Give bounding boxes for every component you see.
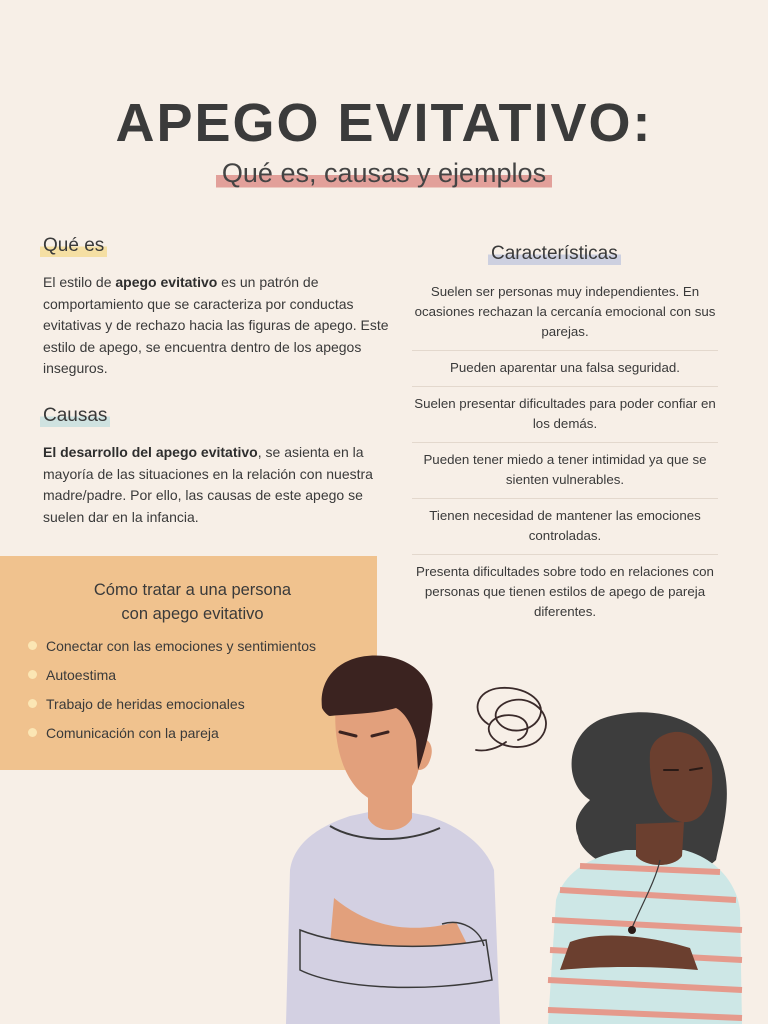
tangled-thought-icon xyxy=(476,688,546,751)
caracteristica-item: Pueden tener miedo a tener intimidad ya que se sienten vulnerables. xyxy=(412,443,718,499)
como-tratar-item-label: Conectar con las emociones y sentimientos xyxy=(46,638,317,654)
que-es-section-heading xyxy=(40,234,107,258)
que-es-text-end: es un patrón de comportamiento que se caracteriza por conductas evitativas y de rechazo hacia las figuras de apego. Este estilo de apego, se encuentra dentro de los apegos inseguros. xyxy=(43,274,389,376)
como-tratar-title xyxy=(0,578,385,626)
woman-figure xyxy=(548,712,742,1024)
caracteristicas-list xyxy=(412,282,718,630)
como-tratar-item-label: Trabajo de heridas emocionales xyxy=(46,696,245,712)
causas-paragraph xyxy=(43,442,373,528)
que-es-text-bold: apego evitativo xyxy=(115,274,218,290)
bullet-dot-icon xyxy=(28,728,37,737)
caracteristica-item: Suelen ser personas muy independientes. En ocasiones rechazan la cercanía emocional con sus parejas. xyxy=(412,282,718,351)
caracteristica-item: Pueden aparentar una falsa seguridad. xyxy=(412,351,718,387)
que-es-text-start: El estilo de xyxy=(43,274,116,290)
como-tratar-title-line1: Cómo tratar a una persona xyxy=(93,581,292,599)
caracteristicas-heading: Características xyxy=(488,242,621,266)
page-subtitle: Qué es, causas y ejemplos xyxy=(216,156,552,190)
bullet-dot-icon xyxy=(28,641,37,650)
caracteristica-item: Presenta dificultades sobre todo en relaciones con personas que tienen estilos de apego de pareja diferentes. xyxy=(416,564,714,619)
caracteristica-item: Tienen necesidad de mantener las emociones controladas. xyxy=(412,499,718,555)
page-title: APEGO EVITATIVO: xyxy=(115,93,653,153)
como-tratar-item xyxy=(28,694,316,723)
como-tratar-title-line2: con apego evitativo xyxy=(121,605,264,623)
causas-text-bold: El desarrollo del apego evitativo xyxy=(43,444,258,460)
que-es-paragraph xyxy=(43,272,403,380)
como-tratar-item-label: Comunicación con la pareja xyxy=(46,725,219,741)
bullet-dot-icon xyxy=(28,670,37,679)
causas-section-heading xyxy=(40,404,110,428)
como-tratar-list xyxy=(28,636,316,752)
como-tratar-box xyxy=(0,556,377,770)
como-tratar-item-label: Autoestima xyxy=(46,667,117,683)
que-es-heading: Qué es xyxy=(40,234,107,258)
causas-text-end: , se asienta en la mayoría de las situaciones en la relación con nuestra madre/padre. Por ello, las causas de este apego se suelen dar en la infancia. xyxy=(43,444,373,525)
como-tratar-item xyxy=(28,636,316,665)
subtitle-container xyxy=(0,156,768,190)
caracteristica-item: Suelen presentar dificultades para poder confiar en los demás. xyxy=(412,387,718,443)
como-tratar-item xyxy=(28,665,316,694)
como-tratar-item xyxy=(28,723,316,752)
caracteristicas-section-heading xyxy=(488,242,621,266)
causas-heading: Causas xyxy=(40,404,110,428)
bullet-dot-icon xyxy=(28,699,37,708)
